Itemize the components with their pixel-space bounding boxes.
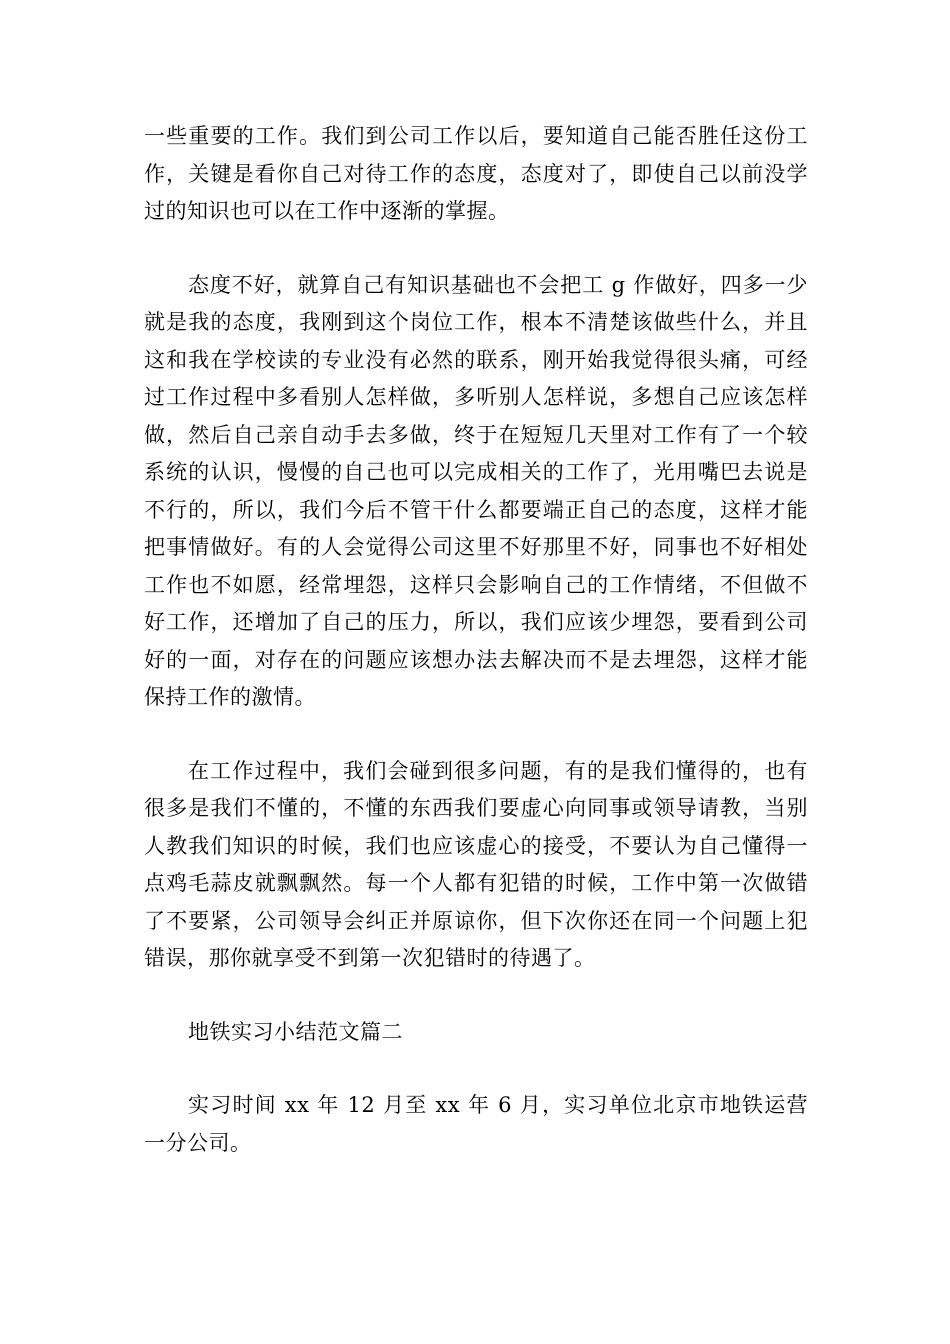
paragraph-4: 实习时间 xx 年 12 月至 xx 年 6 月，实习单位北京市地铁运营一分公司。: [144, 1093, 808, 1155]
paragraph-1: 一些重要的工作。我们到公司工作以后，要知道自己能否胜任这份工作，关键是看你自己对待工作的态度，态度对了，即使自己以前没学过的知识也可以在工作中逐渐的掌握。: [144, 124, 808, 223]
section-heading: 地铁实习小结范文篇二: [188, 1019, 403, 1044]
document-body: [144, 118, 808, 1198]
paragraph-2: 态度不好，就算自己有知识基础也不会把工 g 作做好，四多一少就是我的态度，我刚到这个岗位工作，根本不清楚该做些什么，并且这和我在学校读的专业没有必然的联系，刚开始我觉得很头痛，可经过工作过程中多看别人怎样做，多听别人怎样说，多想自己应该怎样做，然后自己亲自动手去多做，终于在短短几天里对工作有了一个较系统的认识，慢慢的自己也可以完成相关的工作了，光用嘴巴去说是不行的，所以，我们今后不管干什么都要端正自己的态度，这样才能把事情做好。有的人会觉得公司这里不好那里不好，同事也不好相处工作也不如愿，经常埋怨，这样只会影响自己的工作情绪，不但做不好工作，还增加了自己的压力，所以，我们应该少埋怨，要看到公司好的一面，对存在的问题应该想办法去解决而不是去埋怨，这样才能保持工作的激情。: [144, 272, 808, 709]
paragraph-3: 在工作过程中，我们会碰到很多问题，有的是我们懂得的，也有很多是我们不懂的，不懂的东西我们要虚心向同事或领导请教，当别人教我们知识的时候，我们也应该虚心的接受，不要认为自己懂得一点鸡毛蒜皮就飘飘然。每一个人都有犯错的时候，工作中第一次做错了不要紧，公司领导会纠正并原谅你，但下次你还在同一个问题上犯错误，那你就享受不到第一次犯错时的待遇了。: [144, 758, 808, 970]
